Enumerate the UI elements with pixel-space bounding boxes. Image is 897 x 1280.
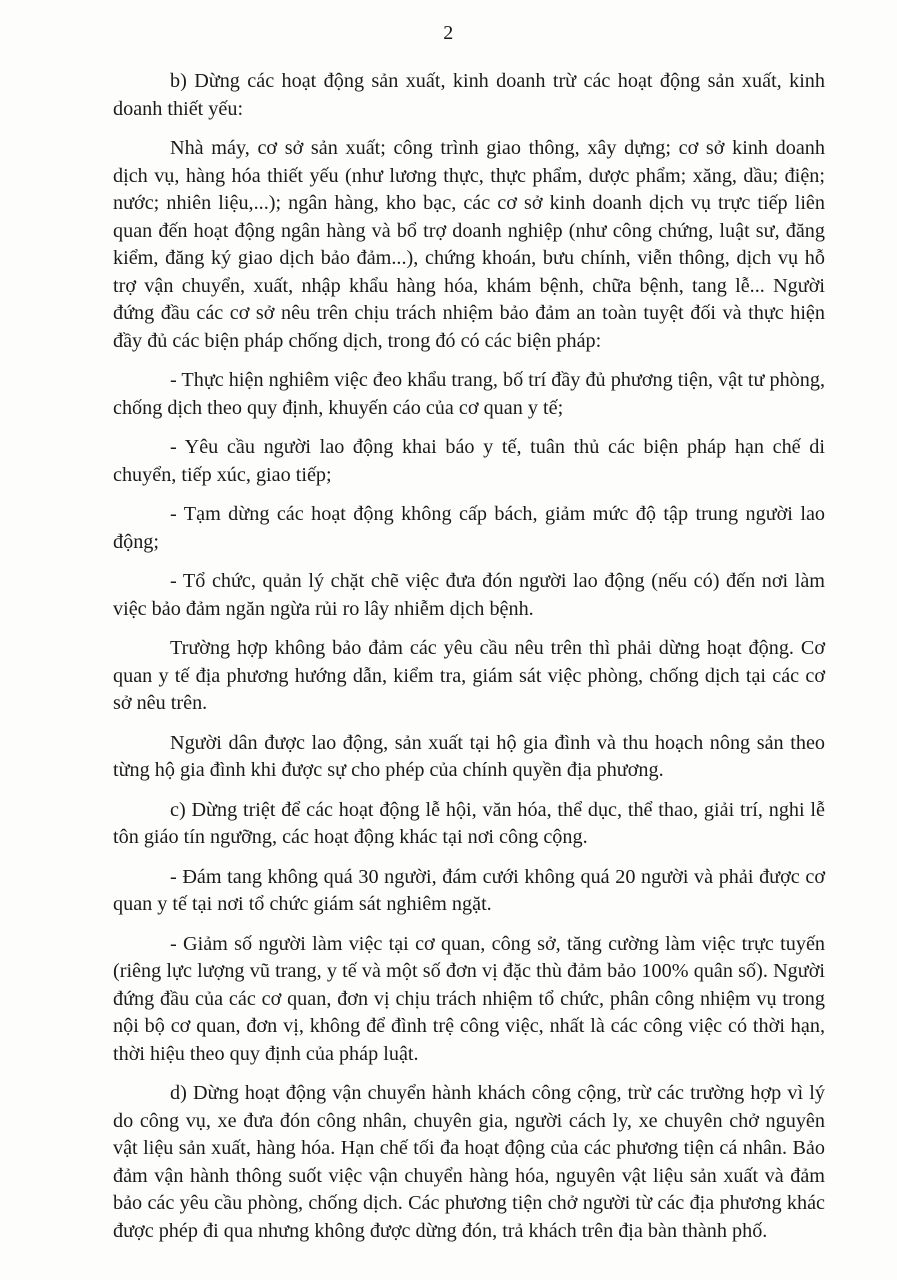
document-body — [113, 68, 825, 1257]
bullet-worker-transport: - Tổ chức, quản lý chặt chẽ việc đưa đón người lao động (nếu có) đến nơi làm việc bảo đảm ngăn ngừa rủi ro lây nhiễm dịch bệnh. — [113, 570, 825, 620]
paragraph-c-heading: c) Dừng triệt để các hoạt động lễ hội, văn hóa, thể dục, thể thao, giải trí, nghi lễ tôn giáo tín ngưỡng, các hoạt động khác tại nơi công cộng. — [113, 798, 825, 848]
paragraph-noncompliance: Trường hợp không bảo đảm các yêu cầu nêu trên thì phải dừng hoạt động. Cơ quan y tế địa phương hướng dẫn, kiểm tra, giám sát việc phòng, chống dịch tại các cơ sở nêu trên. — [113, 637, 825, 714]
paragraph-essential-facilities: Nhà máy, cơ sở sản xuất; công trình giao thông, xây dựng; cơ sở kinh doanh dịch vụ, hàng hóa thiết yếu (như lương thực, thực phẩm, dược phẩm; xăng, dầu; điện; nước; nhiên liệu,...); ngân hàng, kho bạc, các cơ sở kinh doanh dịch vụ trực tiếp liên quan đến hoạt động ngân hàng và bổ trợ doanh nghiệp (như công chứng, luật sư, đăng kiểm, đăng ký giao dịch bảo đảm...), chứng khoán, bưu chính, viễn thông, dịch vụ hỗ trợ vận chuyển, xuất, nhập khẩu hàng hóa, khám bệnh, chữa bệnh, tang lễ... Người đứng đầu các cơ sở nêu trên chịu trách nhiệm bảo đảm an toàn tuyệt đối và thực hiện đầy đủ các biện pháp chống dịch, trong đó có các biện pháp: — [113, 137, 825, 352]
bullet-masks-supplies: - Thực hiện nghiêm việc đeo khẩu trang, bố trí đầy đủ phương tiện, vật tư phòng, chống dịch theo quy định, khuyến cáo của cơ quan y tế; — [113, 369, 825, 419]
bullet-suspend-nonurgent: - Tạm dừng các hoạt động không cấp bách, giảm mức độ tập trung người lao động; — [113, 503, 825, 553]
paragraph-household-production: Người dân được lao động, sản xuất tại hộ gia đình và thu hoạch nông sản theo từng hộ gia đình khi được sự cho phép của chính quyền địa phương. — [113, 731, 825, 781]
bullet-health-declaration: - Yêu cầu người lao động khai báo y tế, tuân thủ các biện pháp hạn chế di chuyển, tiếp xúc, giao tiếp; — [113, 436, 825, 486]
bullet-funerals-weddings: - Đám tang không quá 30 người, đám cưới không quá 20 người và phải được cơ quan y tế tại nơi tổ chức giám sát nghiêm ngặt. — [113, 865, 825, 915]
paragraph-d-transport: d) Dừng hoạt động vận chuyển hành khách công cộng, trừ các trường hợp vì lý do công vụ, xe đưa đón công nhân, chuyên gia, người cách ly, xe chuyên chở nguyên vật liệu sản xuất, hàng hóa. Hạn chế tối đa hoạt động của các phương tiện cá nhân. Bảo đảm vận hành thông suốt việc vận chuyển hàng hóa, nguyên vật liệu sản xuất và đảm bảo các yêu cầu phòng, chống dịch. Các phương tiện chở người từ các địa phương khác được phép đi qua nhưng không được dừng đón, trả khách trên địa bàn thành phố. — [113, 1082, 825, 1242]
paragraph-b-heading: b) Dừng các hoạt động sản xuất, kinh doanh trừ các hoạt động sản xuất, kinh doanh thiết yếu: — [113, 70, 825, 120]
page-number: 2 — [443, 22, 454, 44]
bullet-reduce-office-staff: - Giảm số người làm việc tại cơ quan, công sở, tăng cường làm việc trực tuyến (riêng lực lượng vũ trang, y tế và một số đơn vị đặc thù đảm bảo 100% quân số). Người đứng đầu của các cơ quan, đơn vị chịu trách nhiệm tổ chức, phân công nhiệm vụ trong nội bộ cơ quan, đơn vị, không để đình trệ công việc, nhất là các công việc có thời hạn, thời hiệu theo quy định của pháp luật. — [113, 932, 825, 1065]
